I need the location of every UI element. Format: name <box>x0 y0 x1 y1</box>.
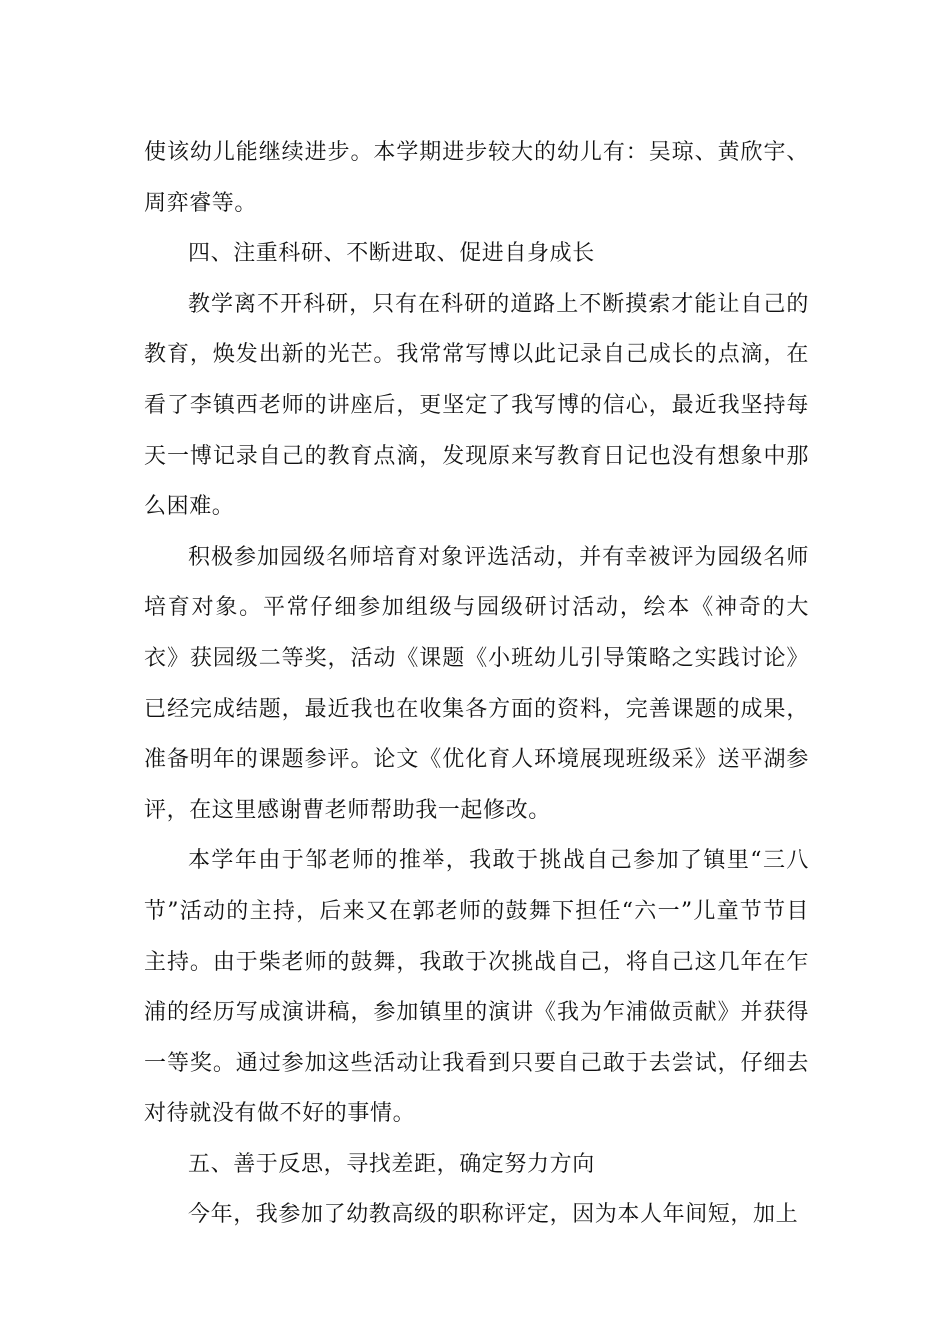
paragraph-hosting: 本学年由于邹老师的推举，我敢于挑战自己参加了镇里“三八节”活动的主持，后来又在郭老师的鼓舞下担任“六一”儿童节节目主持。由于柴老师的鼓舞，我敢于次挑战自己，将自己这几年在乍浦的经历写成演讲稿，参加镇里的演讲《我为乍浦做贡献》并获得一等奖。通过参加这些活动让我看到只要自己敢于去尝试，仔细去对待就没有做不好的事情。 <box>144 848 809 1127</box>
paragraph-research: 教学离不开科研，只有在科研的道路上不断摸索才能让自己的教育，焕发出新的光芒。我常常写博以此记录自己成长的点滴，在看了李镇西老师的讲座后，更坚定了我写博的信心，最近我坚持每天一博记录自己的教育点滴，发现原来写教育日记也没有想象中那么困难。 <box>144 291 809 520</box>
paragraph-continuation: 使该幼儿能继续进步。本学期进步较大的幼儿有：吴琼、黄欣宇、周弈睿等。 <box>144 140 809 216</box>
document-body <box>144 128 809 1241</box>
section-heading-four: 四、注重科研、不断进取、促进自身成长 <box>188 241 595 267</box>
section-heading-five: 五、善于反思，寻找差距，确定努力方向 <box>188 1151 595 1177</box>
paragraph-title-evaluation: 今年，我参加了幼教高级的职称评定，因为本人年间短，加上 <box>188 1202 799 1228</box>
paragraph-activities: 积极参加园级名师培育对象评选活动，并有幸被评为园级名师培育对象。平常仔细参加组级与园级研讨活动，绘本《神奇的大衣》获园级二等奖，活动《课题《小班幼儿引导策略之实践讨论》已经完成结题，最近我也在收集各方面的资料，完善课题的成果，准备明年的课题参评。论文《优化育人环境展现班级采》送平湖参评，在这里感谢曹老师帮助我一起修改。 <box>144 544 809 823</box>
